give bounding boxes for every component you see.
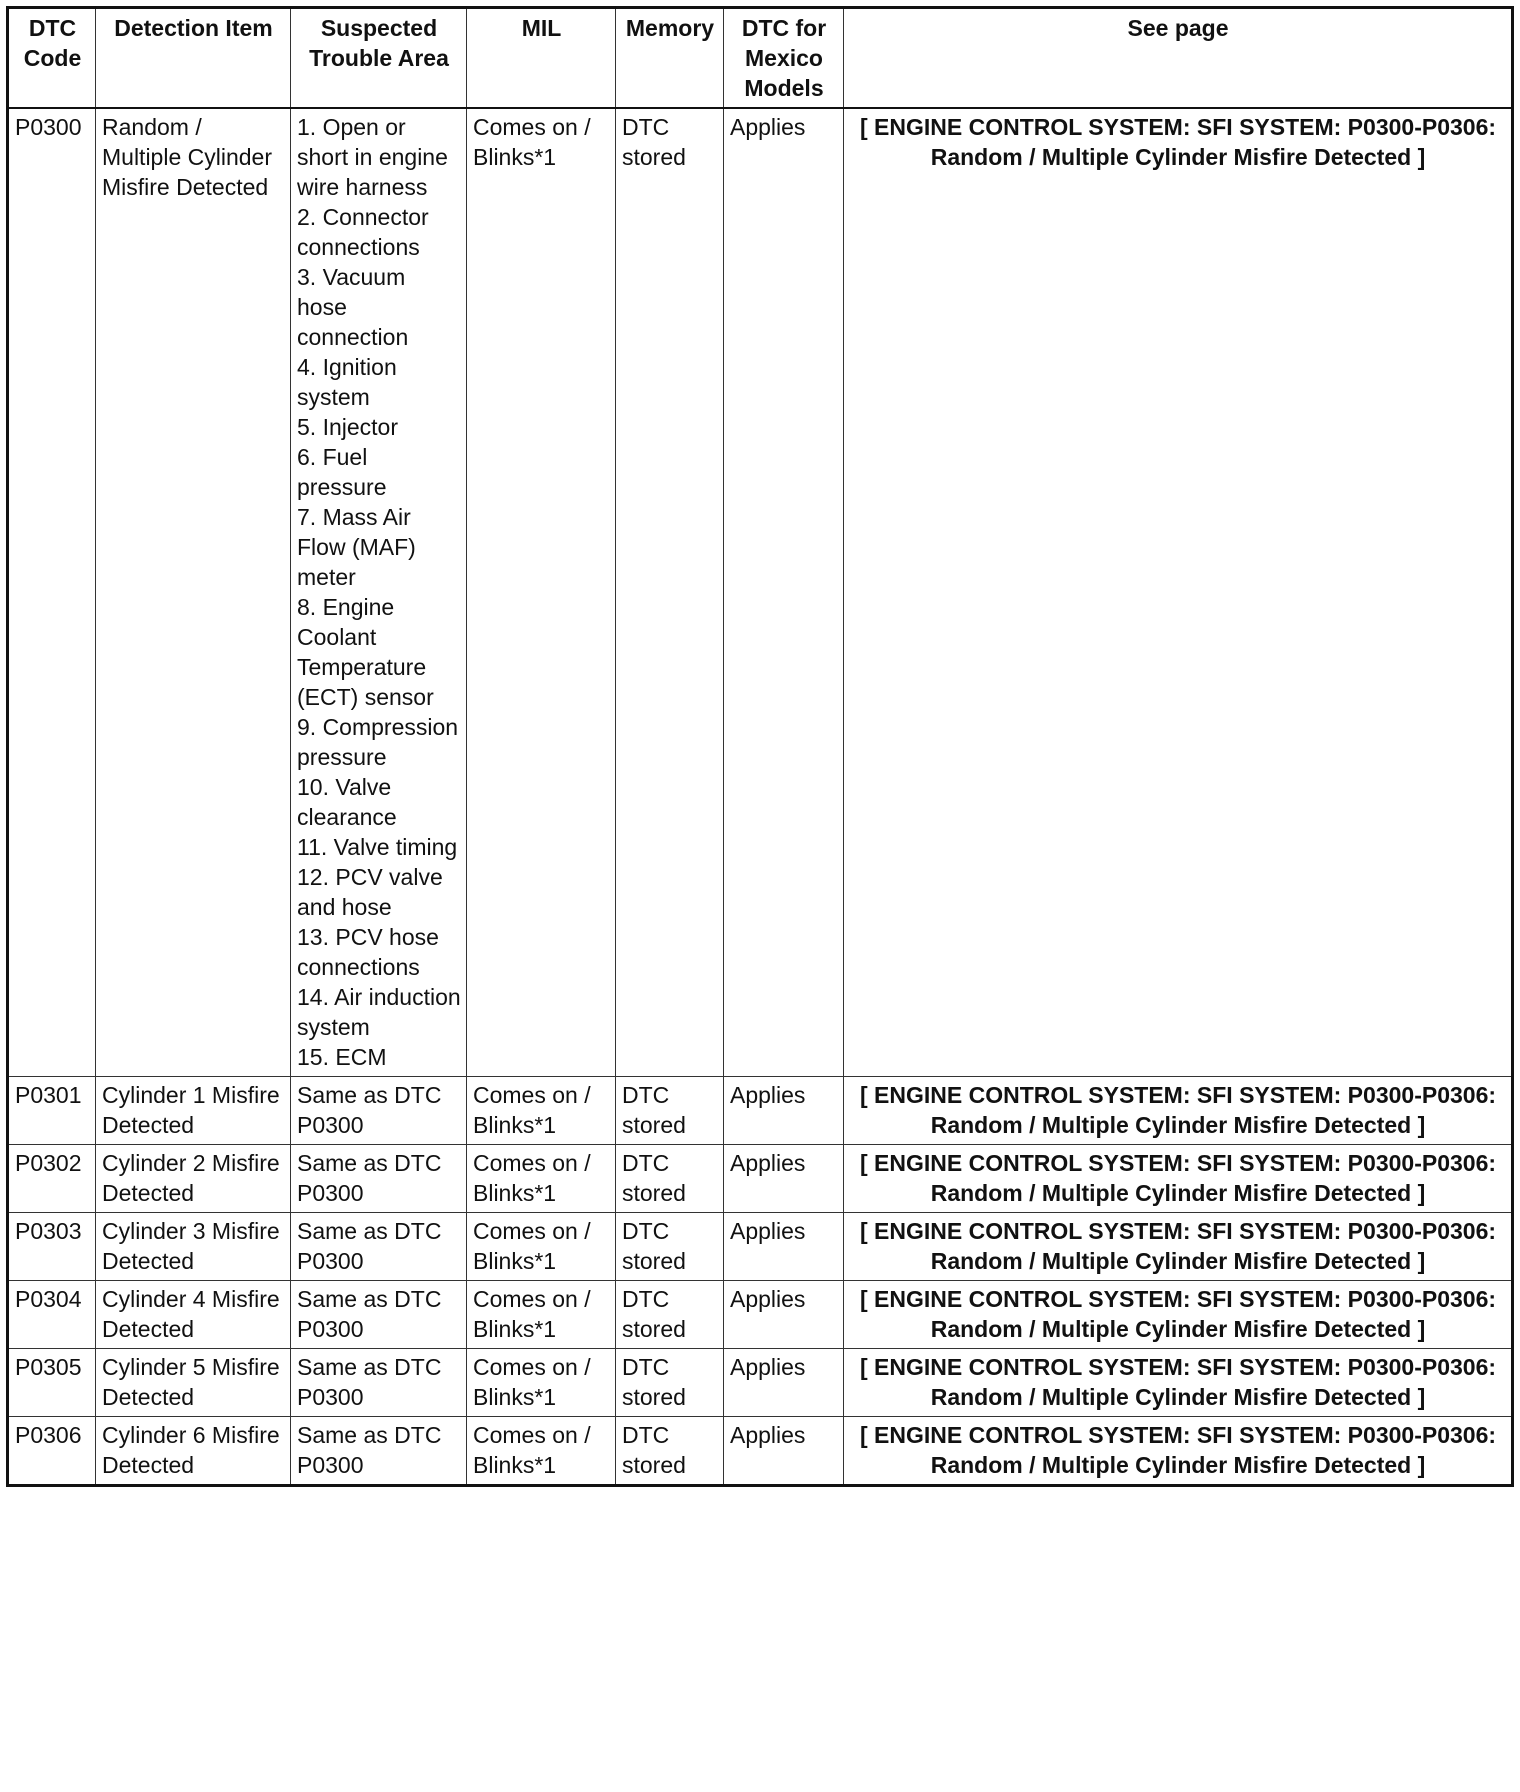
see-page-link[interactable]: [ ENGINE CONTROL SYSTEM: SFI SYSTEM: P0300-P0306: Random / Multiple Cylinder Misfire Detected ] (844, 1281, 1513, 1349)
trouble-area-cell: Same as DTC P0300 (291, 1349, 467, 1417)
mil-cell: Comes on / Blinks*1 (467, 1213, 616, 1281)
header-suspected-trouble-area: Suspected Trouble Area (291, 8, 467, 109)
header-mexico-models: DTC for Mexico Models (724, 8, 844, 109)
trouble-area-item: 1. Open or short in engine wire harness (297, 114, 448, 200)
trouble-area-item: 4. Ignition system (297, 354, 397, 410)
trouble-area-item: 8. Engine Coolant Temperature (ECT) sensor (297, 594, 434, 710)
detection-item-cell: Cylinder 6 Misfire Detected (96, 1417, 291, 1486)
see-page-link[interactable]: [ ENGINE CONTROL SYSTEM: SFI SYSTEM: P0300-P0306: Random / Multiple Cylinder Misfire Detected ] (844, 1077, 1513, 1145)
trouble-area-item: 11. Valve timing (297, 834, 458, 860)
mexico-cell: Applies (724, 1349, 844, 1417)
memory-cell: DTC stored (616, 108, 724, 1077)
see-page-link[interactable]: [ ENGINE CONTROL SYSTEM: SFI SYSTEM: P0300-P0306: Random / Multiple Cylinder Misfire Detected ] (844, 1213, 1513, 1281)
header-row (8, 8, 1513, 109)
detection-item-cell: Cylinder 2 Misfire Detected (96, 1145, 291, 1213)
trouble-area-item: 7. Mass Air Flow (MAF) meter (297, 504, 416, 590)
trouble-area-cell: Same as DTC P0300 (291, 1417, 467, 1486)
see-page-link[interactable]: [ ENGINE CONTROL SYSTEM: SFI SYSTEM: P0300-P0306: Random / Multiple Cylinder Misfire Detected ] (844, 1349, 1513, 1417)
dtc-table (6, 6, 1514, 1487)
trouble-area-item: 3. Vacuum hose connection (297, 264, 409, 350)
mil-cell: Comes on / Blinks*1 (467, 1077, 616, 1145)
trouble-area-cell: Same as DTC P0300 (291, 1077, 467, 1145)
trouble-area-cell: Same as DTC P0300 (291, 1145, 467, 1213)
mil-cell: Comes on / Blinks*1 (467, 108, 616, 1077)
detection-item-cell: Random / Multiple Cylinder Misfire Detected (96, 108, 291, 1077)
memory-cell: DTC stored (616, 1077, 724, 1145)
detection-item-cell: Cylinder 1 Misfire Detected (96, 1077, 291, 1145)
table-row (8, 1349, 1513, 1417)
dtc-code-cell: P0306 (8, 1417, 96, 1486)
dtc-document (6, 6, 1514, 1487)
trouble-area-cell: Same as DTC P0300 (291, 1281, 467, 1349)
mexico-cell: Applies (724, 1145, 844, 1213)
trouble-area-item: 13. PCV hose connections (297, 924, 439, 980)
memory-cell: DTC stored (616, 1417, 724, 1486)
header-memory: Memory (616, 8, 724, 109)
trouble-area-cell: Same as DTC P0300 (291, 1213, 467, 1281)
header-mil: MIL (467, 8, 616, 109)
see-page-link[interactable]: [ ENGINE CONTROL SYSTEM: SFI SYSTEM: P0300-P0306: Random / Multiple Cylinder Misfire Detected ] (844, 1417, 1513, 1486)
mil-cell: Comes on / Blinks*1 (467, 1281, 616, 1349)
dtc-code-cell: P0303 (8, 1213, 96, 1281)
mexico-cell: Applies (724, 108, 844, 1077)
see-page-link[interactable]: [ ENGINE CONTROL SYSTEM: SFI SYSTEM: P0300-P0306: Random / Multiple Cylinder Misfire Detected ] (844, 108, 1513, 1077)
mexico-cell: Applies (724, 1281, 844, 1349)
detection-item-cell: Cylinder 5 Misfire Detected (96, 1349, 291, 1417)
table-row (8, 1417, 1513, 1486)
mexico-cell: Applies (724, 1213, 844, 1281)
trouble-area-cell (291, 108, 467, 1077)
trouble-area-item: 9. Compression pressure (297, 714, 459, 770)
table-row (8, 108, 1513, 1077)
dtc-code-cell: P0302 (8, 1145, 96, 1213)
memory-cell: DTC stored (616, 1145, 724, 1213)
detection-item-cell: Cylinder 3 Misfire Detected (96, 1213, 291, 1281)
table-row (8, 1077, 1513, 1145)
see-page-link[interactable]: [ ENGINE CONTROL SYSTEM: SFI SYSTEM: P0300-P0306: Random / Multiple Cylinder Misfire Detected ] (844, 1145, 1513, 1213)
trouble-area-item: 5. Injector (297, 414, 398, 440)
trouble-area-item: 10. Valve clearance (297, 774, 397, 830)
memory-cell: DTC stored (616, 1349, 724, 1417)
dtc-code-cell: P0300 (8, 108, 96, 1077)
dtc-code-cell: P0301 (8, 1077, 96, 1145)
mil-cell: Comes on / Blinks*1 (467, 1145, 616, 1213)
mil-cell: Comes on / Blinks*1 (467, 1349, 616, 1417)
memory-cell: DTC stored (616, 1213, 724, 1281)
mexico-cell: Applies (724, 1077, 844, 1145)
header-dtc-code: DTC Code (8, 8, 96, 109)
mexico-cell: Applies (724, 1417, 844, 1486)
trouble-area-item: 15. ECM (297, 1044, 387, 1070)
dtc-code-cell: P0305 (8, 1349, 96, 1417)
mil-cell: Comes on / Blinks*1 (467, 1417, 616, 1486)
memory-cell: DTC stored (616, 1281, 724, 1349)
dtc-code-cell: P0304 (8, 1281, 96, 1349)
table-row (8, 1145, 1513, 1213)
trouble-area-item: 2. Connector connections (297, 204, 429, 260)
header-see-page: See page (844, 8, 1513, 109)
trouble-area-item: 6. Fuel pressure (297, 444, 387, 500)
header-detection-item: Detection Item (96, 8, 291, 109)
table-row (8, 1281, 1513, 1349)
trouble-area-item: 14. Air induction system (297, 984, 461, 1040)
table-row (8, 1213, 1513, 1281)
trouble-area-item: 12. PCV valve and hose (297, 864, 443, 920)
detection-item-cell: Cylinder 4 Misfire Detected (96, 1281, 291, 1349)
